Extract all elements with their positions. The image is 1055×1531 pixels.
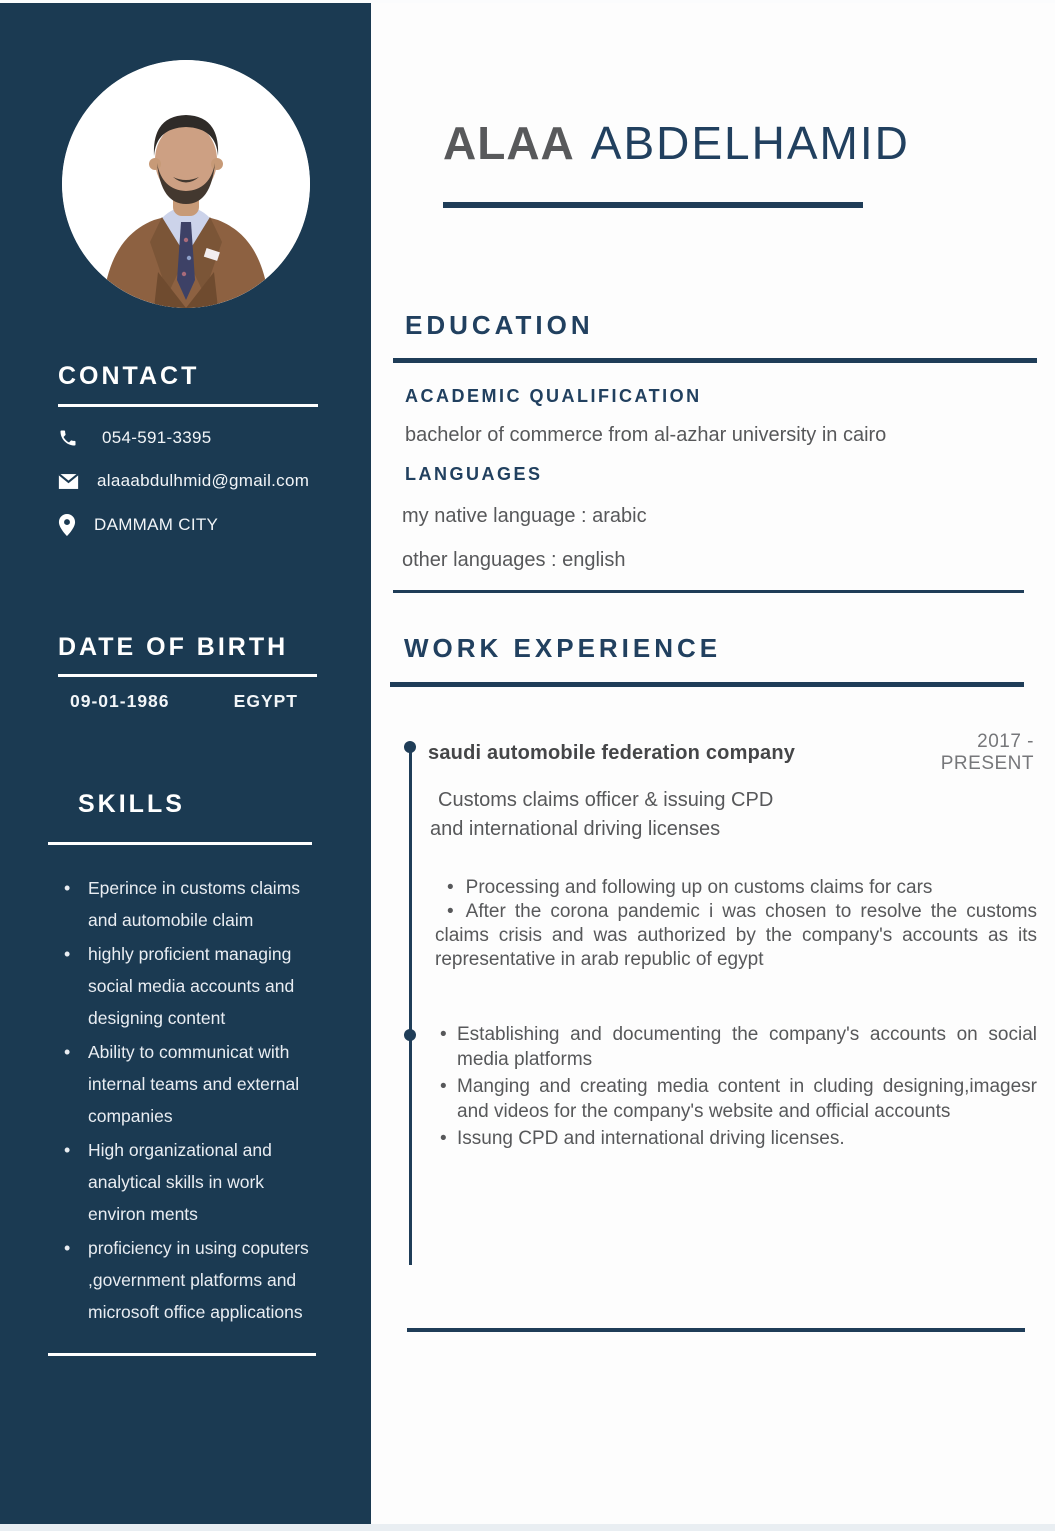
name-underline xyxy=(443,202,863,208)
skills-section xyxy=(48,790,328,1330)
skill-item: • High organizational and analytical skills in work environ ments xyxy=(62,1134,310,1230)
education-title: EDUCATION xyxy=(405,310,594,340)
work-bottom-divider xyxy=(407,1328,1025,1332)
job-role xyxy=(430,786,773,844)
skill-item: • Eperince in customs claims and automobile claim xyxy=(62,872,310,936)
phone-icon xyxy=(58,428,78,448)
work-bullet: • Processing and following up on customs claims for cars xyxy=(447,877,933,898)
first-name: ALAA xyxy=(443,117,575,169)
profile-photo-illustration xyxy=(62,60,310,308)
skill-item: • proficiency in using coputers ,government platforms and microsoft office applications xyxy=(62,1232,310,1328)
academic-qualification-heading: ACADEMIC QUALIFICATION xyxy=(405,386,702,406)
skills-title: SKILLS xyxy=(78,790,185,818)
birth-country: EGYPT xyxy=(233,691,298,711)
skills-list xyxy=(48,872,310,1328)
date-of-birth-title: DATE OF BIRTH xyxy=(58,633,289,661)
contact-section xyxy=(58,362,320,559)
job-role-line2: and international driving licenses xyxy=(430,818,721,840)
email-icon xyxy=(58,473,79,490)
education-bottom-divider xyxy=(393,590,1024,593)
work-experience-divider xyxy=(390,682,1024,687)
location-icon xyxy=(58,514,76,536)
skills-divider xyxy=(48,842,312,845)
native-language-text: my native language : arabic xyxy=(402,505,647,527)
work-experience-title: WORK EXPERIENCE xyxy=(404,633,722,663)
contact-list xyxy=(58,428,320,536)
company-name: saudi automobile federation company xyxy=(428,742,796,764)
work-bullets-group2 xyxy=(440,1022,1037,1153)
contact-phone-value: 054-591-3395 xyxy=(102,428,212,447)
sidebar-bottom-divider xyxy=(48,1353,316,1356)
date-of-birth-values xyxy=(58,677,320,712)
languages-heading: LANGUAGES xyxy=(405,464,543,484)
academic-qualification-text: bachelor of commerce from al-azhar university in cairo xyxy=(405,424,887,446)
scan-edge-top xyxy=(0,0,1055,3)
scan-edge-bottom xyxy=(0,1524,1055,1531)
birth-date: 09-01-1986 xyxy=(70,691,170,711)
contact-title: CONTACT xyxy=(58,362,200,390)
work-bullet: • After the corona pandemic i was chosen to resolve the customs claims crisis and was authorized by the company's accounts as its representative in arab republic of egypt xyxy=(435,901,1037,970)
contact-location-value: DAMMAM CITY xyxy=(94,515,219,534)
sidebar xyxy=(0,0,371,1525)
skill-item: • highly proficient managing social media accounts and designing content xyxy=(62,938,310,1034)
work-bullet: • Issung CPD and international driving licenses. xyxy=(440,1126,1037,1151)
work-bullets-group1 xyxy=(435,876,1037,972)
skill-item: • Ability to communicat with internal teams and external companies xyxy=(62,1036,310,1132)
profile-photo xyxy=(62,60,310,308)
page-title xyxy=(443,116,910,170)
timeline-dot xyxy=(404,741,416,753)
contact-item-phone xyxy=(58,428,320,448)
last-name: ABDELHAMID xyxy=(590,117,910,169)
timeline-line xyxy=(409,747,412,1265)
education-divider xyxy=(393,358,1037,363)
contact-email-value: alaaabdulhmid@gmail.com xyxy=(97,471,310,490)
employment-period: 2017 - PRESENT xyxy=(940,731,1034,774)
work-bullet: • Manging and creating media content in cluding designing,imagesr and videos for the company's website and official accounts xyxy=(440,1074,1037,1124)
job-role-line1: Customs claims officer & issuing CPD xyxy=(438,789,774,811)
work-bullet: • Establishing and documenting the company's accounts on social media platforms xyxy=(440,1022,1037,1072)
other-languages-text: other languages : english xyxy=(402,549,626,571)
timeline-dot xyxy=(404,1029,416,1041)
contact-divider xyxy=(58,404,318,407)
contact-item-location xyxy=(58,514,320,536)
contact-item-email xyxy=(58,471,320,491)
date-of-birth-section xyxy=(58,633,320,712)
